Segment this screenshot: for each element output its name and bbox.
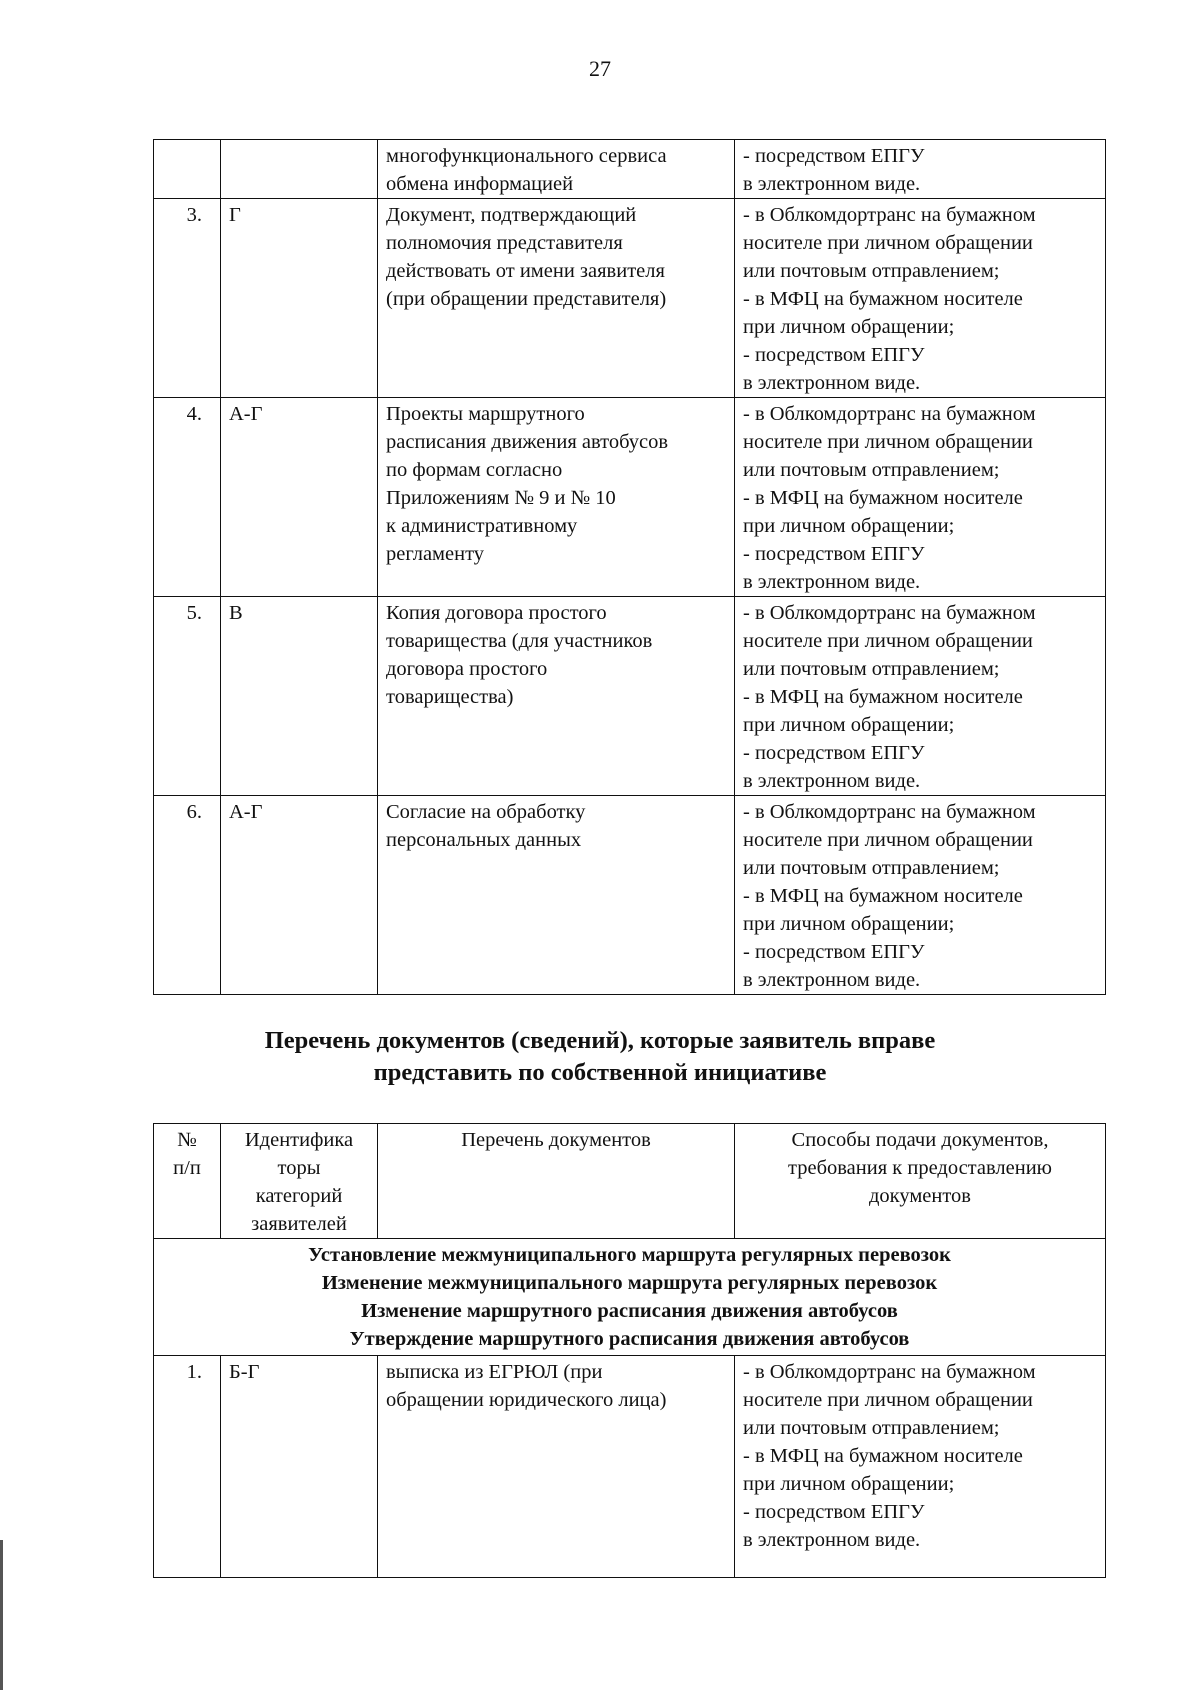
submission-methods: - в Облкомдортранс на бумажном носителе при личном обращении или почтовым отправлением; - в МФЦ на бумажном носителе при личном обращении; - посредством ЕПГУ в электронном виде. — [735, 1356, 1106, 1578]
applicant-category: А-Г — [221, 398, 378, 597]
column-header-number: № п/п — [154, 1124, 221, 1239]
row-number: 5. — [154, 597, 221, 796]
row-number: 4. — [154, 398, 221, 597]
section-row — [154, 1239, 1106, 1356]
table-header-row — [154, 1124, 1106, 1239]
table-row — [154, 199, 1106, 398]
submission-methods: - в Облкомдортранс на бумажном носителе при личном обращении или почтовым отправлением; - в МФЦ на бумажном носителе при личном обращении; - посредством ЕПГУ в электронном виде. — [735, 796, 1106, 995]
section-heading: Перечень документов (сведений), которые заявитель вправе представить по собственной инициативе — [264, 1027, 936, 1086]
service-list: Установление межмуниципального маршрута регулярных перевозок Изменение межмуниципального маршрута регулярных перевозок Изменение маршрутного расписания движения автобусов Утверждение маршрутного расписания движения автобусов — [154, 1239, 1106, 1356]
applicant-category: А-Г — [221, 796, 378, 995]
page-number: 27 — [589, 56, 611, 81]
scan-edge-mark — [0, 1540, 3, 1690]
applicant-category — [221, 140, 378, 199]
document-name: Документ, подтверждающий полномочия представителя действовать от имени заявителя (при обращении представителя) — [378, 199, 735, 398]
submission-methods: - в Облкомдортранс на бумажном носителе при личном обращении или почтовым отправлением; - в МФЦ на бумажном носителе при личном обращении; - посредством ЕПГУ в электронном виде. — [735, 597, 1106, 796]
column-header-category: Идентифика торы категорий заявителей — [221, 1124, 378, 1239]
row-number: 3. — [154, 199, 221, 398]
table-row — [154, 1356, 1106, 1578]
documents-table-continued — [153, 139, 1106, 995]
optional-documents-table — [153, 1123, 1106, 1578]
table-row — [154, 796, 1106, 995]
row-number — [154, 140, 221, 199]
document-name: многофункционального сервиса обмена информацией — [378, 140, 735, 199]
submission-methods: - в Облкомдортранс на бумажном носителе при личном обращении или почтовым отправлением; - в МФЦ на бумажном носителе при личном обращении; - посредством ЕПГУ в электронном виде. — [735, 199, 1106, 398]
applicant-category: Г — [221, 199, 378, 398]
row-number: 6. — [154, 796, 221, 995]
document-name: Согласие на обработку персональных данных — [378, 796, 735, 995]
applicant-category: В — [221, 597, 378, 796]
applicant-category: Б-Г — [221, 1356, 378, 1578]
column-header-methods: Способы подачи документов, требования к предоставлению документов — [735, 1124, 1106, 1239]
column-header-documents: Перечень документов — [378, 1124, 735, 1239]
table-row — [154, 398, 1106, 597]
document-name: Копия договора простого товарищества (для участников договора простого товарищества) — [378, 597, 735, 796]
submission-methods: - посредством ЕПГУ в электронном виде. — [735, 140, 1106, 199]
submission-methods: - в Облкомдортранс на бумажном носителе при личном обращении или почтовым отправлением; - в МФЦ на бумажном носителе при личном обращении; - посредством ЕПГУ в электронном виде. — [735, 398, 1106, 597]
document-name: выписка из ЕГРЮЛ (при обращении юридического лица) — [378, 1356, 735, 1578]
table-row — [154, 140, 1106, 199]
document-name: Проекты маршрутного расписания движения автобусов по формам согласно Приложениям № 9 и № 10 к административному регламенту — [378, 398, 735, 597]
table-row — [154, 597, 1106, 796]
row-number: 1. — [154, 1356, 221, 1578]
